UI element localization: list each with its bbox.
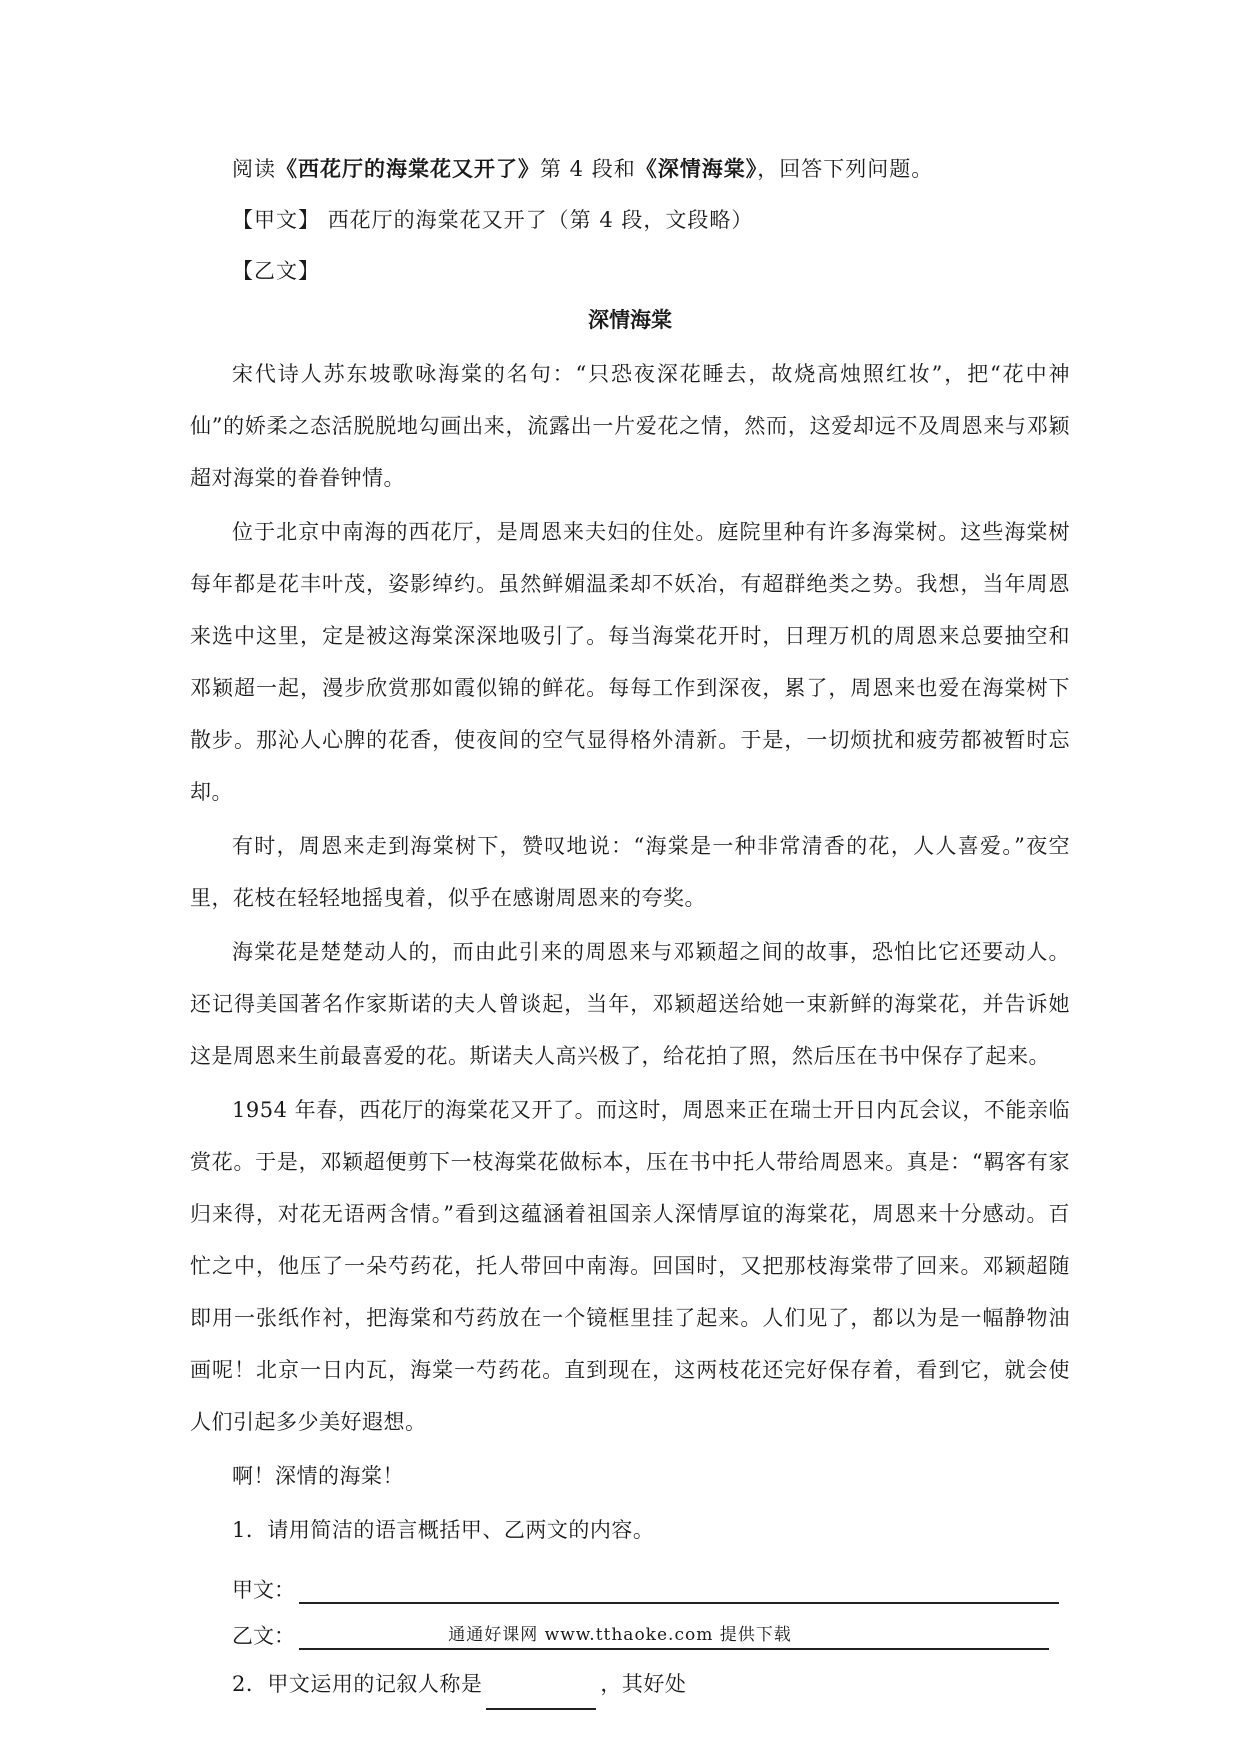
article-title: 深情海棠 — [588, 307, 672, 332]
title-b-ref: 《深情海棠》 — [635, 156, 758, 181]
question-2-blank[interactable] — [486, 1682, 596, 1710]
answer-line-jia — [232, 1558, 1070, 1604]
jia-heading — [190, 202, 1070, 239]
answer-label-yi: 乙文： — [232, 1624, 295, 1648]
instruction-prefix: 阅读 — [232, 157, 276, 181]
title-a-ref: 《西花厅的海棠花又开了》 — [276, 156, 540, 181]
instruction-suffix: ，回答下列问题。 — [757, 157, 934, 181]
yi-heading — [190, 253, 1070, 290]
question-2-suffix: ，其好处 — [600, 1672, 687, 1696]
article-paragraph-3: 有时，周恩来走到海棠树下，赞叹地说：“海棠是一种非常清香的花，人人喜爱。”夜空里，花枝在轻轻地摇曳着，似乎在感谢周恩来的夸奖。 — [190, 834, 1070, 910]
page-footer: 通通好课网 www.tthaoke.com 提供下载 — [448, 1625, 792, 1645]
question-2-prefix: 2．甲文运用的记叙人称是 — [232, 1672, 483, 1696]
answer-label-jia: 甲文： — [232, 1578, 295, 1602]
article-paragraph-6: 啊！深情的海棠！ — [232, 1464, 404, 1488]
article-paragraph-4: 海棠花是楚楚动人的，而由此引来的周恩来与邓颖超之间的故事，恐怕比它还要动人。还记得美国著名作家斯诺的夫人曾谈起，当年，邓颖超送给她一束新鲜的海棠花，并告诉她这是周恩来生前最喜爱的花。斯诺夫人高兴极了，给花拍了照，然后压在书中保存了起来。 — [190, 940, 1070, 1068]
jia-label: 【甲文】 — [232, 208, 320, 232]
question-1: 1．请用简洁的语言概括甲、乙两文的内容。 — [232, 1518, 655, 1542]
instruction-middle: 第 4 段和 — [540, 157, 636, 181]
yi-label: 【乙文】 — [232, 259, 320, 283]
answer-blank-jia[interactable] — [299, 1572, 1059, 1604]
question-2 — [190, 1658, 1070, 1710]
article-paragraph-2: 位于北京中南海的西花厅，是周恩来夫妇的住处。庭院里种有许多海棠树。这些海棠树每年都是花丰叶茂，姿影绰约。虽然鲜媚温柔却不妖冶，有超群绝类之势。我想，当年周恩来选中这里，定是被这海棠深深地吸引了。每当海棠花开时，日理万机的周恩来总要抽空和邓颖超一起，漫步欣赏那如霞似锦的鲜花。每每工作到深夜，累了，周恩来也爱在海棠树下散步。那沁人心脾的花香，使夜间的空气显得格外清新。于是，一切烦扰和疲劳都被暂时忘却。 — [190, 520, 1070, 804]
reading-instruction — [190, 150, 1070, 188]
article-paragraph-5: 1954 年春，西花厅的海棠花又开了。而这时，周恩来正在瑞士开日内瓦会议，不能亲临赏花。于是，邓颖超便剪下一枝海棠花做标本，压在书中托人带给周恩来。真是：“羁客有家归来得，对花无语两含情。”看到这蕴涵着祖国亲人深情厚谊的海棠花，周恩来十分感动。百忙之中，他压了一朵芍药花，托人带回中南海。回国时，又把那枝海棠带了回来。邓颖超随即用一张纸作衬，把海棠和芍药放在一个镜框里挂了起来。人们见了，都以为是一幅静物油画呢！北京一日内瓦，海棠一芍药花。直到现在，这两枝花还完好保存着，看到它，就会使人们引起多少美好遐想。 — [190, 1098, 1070, 1434]
document-content — [190, 150, 1070, 1712]
article-paragraph-1: 宋代诗人苏东坡歌咏海棠的名句：“只恐夜深花睡去，故烧高烛照红妆”，把“花中神仙”的娇柔之态活脱脱地勾画出来，流露出一片爱花之情，然而，这爱却远不及周恩来与邓颖超对海棠的眷眷钟情。 — [190, 362, 1070, 490]
jia-text: 西花厅的海棠花又开了（第 4 段，文段略） — [327, 208, 754, 232]
